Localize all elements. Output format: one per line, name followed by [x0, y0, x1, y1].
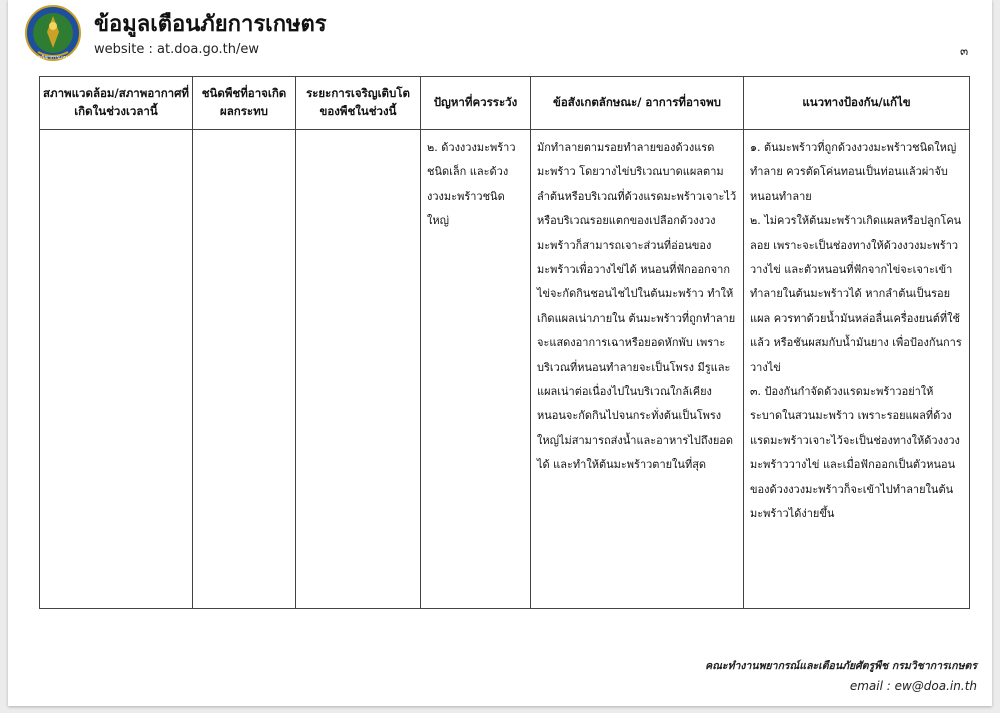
table-header-row [40, 77, 970, 130]
cell-environment [40, 130, 193, 609]
header-environment: สภาพแวดล้อม/สภาพอากาศที่เกิดในช่วงเวลานี้ [40, 77, 193, 130]
warning-table [39, 76, 970, 609]
logo-text: กรมวิชาการเกษตร [32, 55, 74, 61]
page-title: ข้อมูลเตือนภัยการเกษตร [94, 12, 327, 37]
cell-growth-stage [296, 130, 421, 609]
footer-organization: คณะทำงานพยากรณ์และเตือนภัยศัตรูพืช กรมวิชาการเกษตร [705, 660, 977, 672]
header-crop: ชนิดพืชที่อาจเกิดผลกระทบ [193, 77, 296, 130]
header-symptoms: ข้อสังเกตลักษณะ/ อาการที่อาจพบ [531, 77, 744, 130]
table-row [40, 130, 970, 609]
header-prevention: แนวทางป้องกัน/แก้ไข [744, 77, 970, 130]
cell-crop [193, 130, 296, 609]
header-problem: ปัญหาที่ควรระวัง [421, 77, 531, 130]
cell-symptoms: มักทำลายตามรอยทำลายของด้วงแรดมะพร้าว โดยวางไข่บริเวณบาดแผลตามลำต้นหรือบริเวณที่ด้วงแรดมะพร้าวเจาะไว้ หรือบริเวณรอยแตกของเปลือกด้วงงวงมะพร้าวก็สามารถเจาะส่วนที่อ่อนของมะพร้าวเพื่อวางไข่ได้ หนอนที่ฟักออกจากไข่จะกัดกินชอนไชไปในต้นมะพร้าว ทำให้เกิดแผลเน่าภายใน ต้นมะพร้าวที่ถูกทำลายจะแสดงอาการเฉาหรือยอดหักพับ เพราะบริเวณที่หนอนทำลายจะเป็นโพรง มีรูและแผลเน่าต่อเนื่องไปในบริเวณใกล้เคียง หนอนจะกัดกินไปจนกระทั่งต้นเป็นโพรงใหญ่ไม่สามารถส่งน้ำและอาหารไปถึงยอดได้ และทำให้ต้นมะพร้าวตายในที่สุด [531, 130, 744, 609]
header-growth-stage: ระยะการเจริญเติบโตของพืชในช่วงนี้ [296, 77, 421, 130]
doa-logo [24, 4, 82, 62]
website-link[interactable]: website : at.doa.go.th/ew [94, 42, 259, 57]
document-page [8, 0, 992, 706]
page-number: ๓ [960, 44, 969, 58]
prevention-item-3: ๓. ป้องกันกำจัดด้วงแรดมะพร้าวอย่าให้ระบาดในสวนมะพร้าว เพราะรอยแผลที่ด้วงแรดมะพร้าวเจาะไว้จะเป็นช่องทางให้ด้วงงวงมะพร้าววางไข่ และเมื่อฟักออกเป็นตัวหนอนของด้วงงวงมะพร้าวก็จะเข้าไปทำลายในต้นมะพร้าวได้ง่ายขึ้น [750, 385, 960, 521]
cell-prevention [744, 130, 970, 609]
prevention-item-2: ๒. ไม่ควรให้ต้นมะพร้าวเกิดแผลหรือปลูกโคนลอย เพราะจะเป็นช่องทางให้ด้วงงวงมะพร้าววางไข่ และตัวหนอนที่ฟักจากไข่จะเจาะเข้าทำลายในต้นมะพร้าวได้ หากลำต้นเป็นรอยแผล ควรทาด้วยน้ำมันหล่อลื่นเครื่องยนต์ที่ใช้แล้ว หรือชันผสมกับน้ำมันยาง เพื่อป้องกันการวางไข่ [750, 214, 962, 374]
footer-email[interactable]: email : ew@doa.in.th [849, 679, 977, 693]
prevention-item-1: ๑. ต้นมะพร้าวที่ถูกด้วงงวงมะพร้าวชนิดใหญ่ทำลาย ควรตัดโค่นทอนเป็นท่อนแล้วผ่าจับหนอนทำลาย [750, 141, 957, 203]
cell-problem: ๒. ด้วงงวงมะพร้าวชนิดเล็ก และด้วงงวงมะพร้าวชนิดใหญ่ [421, 130, 531, 609]
